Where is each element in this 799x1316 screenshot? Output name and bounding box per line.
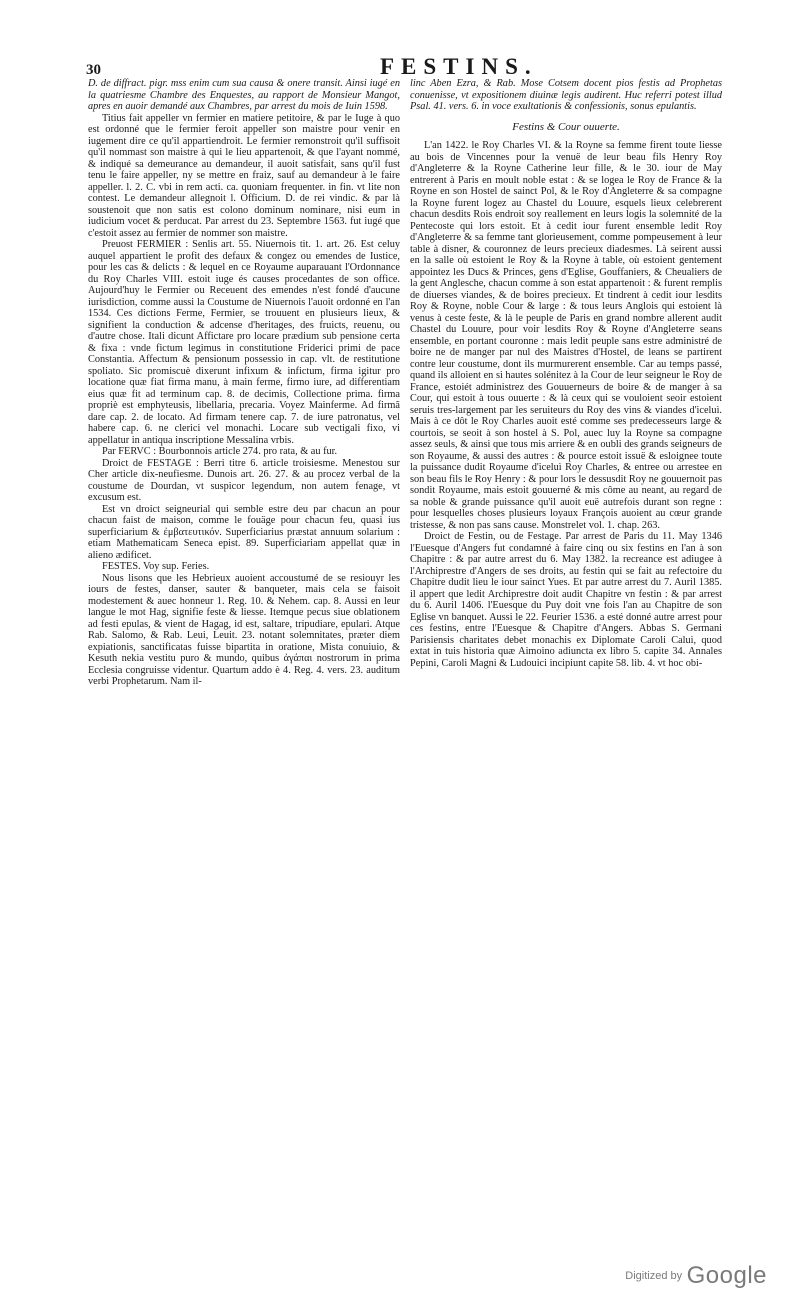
paragraph: Droict de Festin, ou de Festage. Par arrest de Paris du 11. May 1346 l'Euesque d'Angers fut condamné à faire cinq ou six festins en l'an à son Chapitre : & par autre arrest du 6. May 1382. la recreance est adiugee à l'Archiprestre d'Angers de ses droits, au festin qui se fait au refectoire du Chapitre dudit lieu le iour sainct Yues. Et par autre arrest du 7. Auril 1385. il appert que ledit Archiprestre doit audit Chapitre vn festin : & par arrest du 6. Auril 1406. l'Euesque du Puy doit vne fois l'an au Chapitre de son Eglise vn banquet. Aussi le 22. Feurier 1536. a esté donné autre arrest pour ces festins, entre l'Euesque & Chapitre d'Angers. Abbas S. Germani Parisiensis charitates debet monachis ex Diplomate Caroli Calui, quod extat in tuis historia quæ Aimoino adiuncta ex libro 5. capite 34. Annales Pepini, Caroli Magni & Ludouici incipiunt capite 58. lib. 4. vt hoc obi-	[410, 531, 722, 669]
paragraph: linc Aben Ezra, & Rab. Mose Cotsem docent pios festis ad Prophetas conuenisse, vt expositionem diuinæ legis audirent. Huc referri potest illud Psal. 41. vers. 6. in voce exultationis & confessionis, sonus epulantis.	[410, 78, 722, 112]
paragraph: Preuost FERMIER : Senlis art. 55. Niuernois tit. 1. art. 26. Est celuy auquel appartient le profit des defaux & congez ou emendes de Iustice, pour les cas & delicts : & lequel en ce Royaume auparauant l'Ordonnance du Roy Charles VIII. estoit iuge és causes procedantes de son office. Aujourd'huy le Fermier ou Receuent des emendes n'est fondé d'aucune iurisdiction, comme aussi la Coustume de Niuernois l'auoit ordonné en l'an 1534. Ces dictions Ferme, Fermier, se trouuent en plusieurs lieux, & signifient la conduction & adcense d'heritages, des fruicts, reuenu, ou d'autre chose. Itali dicunt Affictare pro locare prædium sub pensione certa & fixa : vnde fictum legimus in constitutione Friderici primi de pace Constantia. Affectum & pensionum possessio in cap. vlt. de restitutione spoliato. Sic promiscuè dixerunt infixum & infictum, firma igitur pro locatione quæ fiat firma manu, à main ferme, firmo iure, ad differentiam eius quæ fit ad terminum cap. 8. de decimis, Collectione prima. firma propriè est emphyteusis, libellaria, precaria. Voyez Mainferme. Ad firmã dare cap. 2. de locato. Ad firmam tenere cap. 7. de iure patronatus, vel habere cap. 6. ne clerici vel monachi. Locare sub vectigali fixo, vi appellatur in antiqua inscriptione Messalina vrbis.	[88, 239, 400, 446]
running-title: FESTINS.	[380, 54, 538, 79]
paragraph: Droict de FESTAGE : Berri titre 6. article troisiesme. Menestou sur Cher article dix-neufiesme. Dunois art. 26. 27. & au procez verbal de la coustume de Dourdan, vt suspicor legendum, non autem fenage, vt excusum est.	[88, 457, 400, 503]
watermark-prefix: Digitized by	[625, 1270, 683, 1282]
paragraph: Par FERVC : Bourbonnois article 274. pro rata, & au fur.	[102, 446, 338, 457]
section-heading: Festins & Cour ouuerte.	[512, 120, 620, 133]
paragraph: Est vn droict seigneurial qui semble estre deu par chacun an pour chacun faist de maison, comme le fouäge pour chacun feu, quasi ius superficiarium & ἐμβατευτικόν. Superficiarius præstat annuum solarium : etiam Mathematicam Seneca epist. 89. Superficiariam appellat quæ in alieno ædificet.	[88, 503, 400, 561]
paragraph: D. de diffract. pigr. mss enim cum sua causa & onere transit. Ainsi iugé en la quatriesme Chambre des Enquestes, au rapport de Monsieur Mangot, apres en auoir demandé aux Chambres, par arrest du mois de Iuin 1598.	[88, 78, 400, 112]
paragraph: FESTES. Voy sup. Feries.	[102, 561, 210, 572]
right-column	[410, 78, 722, 669]
paragraph: Nous lisons que les Hebrieux auoient accoustumé de se resiouyr les iours de festes, danser, sauter & banqueter, mais cela se faisoit modestement & auec honneur 1. Reg. 10. & Nehem. cap. 8. Aussi en leur langue le mot Hag, signifie feste & liesse. Itemque pecus siue oblationem ad festi epulas, & vient de Hagag, id est, saltare, tripudiare, epulari. Atque Rab. Salomo, & Rab. Leui, Leuit. 23. notant solemnitates, præter diem expiationis, sanctificatas fuisse bipartita in oratione, Mista conuiuio, & Kesuth nekia vestitu puro & mundo, quibus ἀγάπαι nostrorum in prima Ecclesia congruisse videntur. Quartum addo è 4. Reg. 4. vers. 23. auditum verbi Prophetarum. Nam il-	[88, 572, 400, 687]
google-logo: Google	[686, 1262, 767, 1289]
paragraph: L'an 1422. le Roy Charles VI. & la Royne sa femme firent toute liesse au bois de Vincennes pour la venuë de leur beau fils Henry Roy d'Angleterre & la Royne Catherine leur fille, & le 30. iour de May entrerent à Paris en moult noble estat : & se logea le Roy de France & la Royne en son Hostel de sainct Pol, & le Roy d'Angleterre & sa compagne la Royne furent logez au Chastel du Louure, esquels lieux celebrerent chacun desdits Rois endroit soy reallement en leurs logis la solemnité de la Pentecoste qui lors estoit. Et à cedit iour furent ensemble ledit Roy d'Angleterre & sa femme tant glorieusement, comme pompeusement à leur table à disner, & couronnez de leurs precieux diadesmes. Là seirent aussi en la salle où estoient le Roy & la Royne à table, où estoient gentement appointez les Ducs & Princes, gens d'Eglise, Gouffaniers, & Cheualiers de la gent Anglesche, chacun comme à son estat appartenoit : & furent remplis de diuerses viandes, & de boires precieux. Et tindrent à cedit iour lesdits Roy & Royne, noble Cour & large : & tous leurs Anglois qui estoient là venus à ceste feste, & là le peuple de Paris en grand nombre allerent audit Chastel du Louure, pour voir lesdits Roy & Royne d'Angleterre seans ensemble, en portant couronne : mais ledit peuple sans estre administré de boire ne de manger par nul des Maistres d'Hostel, de leans se partirent contre leur coustume, dont ils murmurerent ensemble. Car au temps passé, quand ils alloient en si hautes solénitez à la Cour de leur seigneur le Roy de France, estoiét administrez des Gouuerneurs de boire & de manger à sa Cour, qui estoit à tous ouuerte : & là ceux qui se vouloient seoir estoient seruis tres-largement par les seruiteurs du Roy des vins & viandes d'iceluì. Mais à ce dôt le Roy Charles auoit esté comme ses predecesseurs large & courtois, se seoit à son hostel à S. Pol, auec luy la Royne sa compagne assez seuls, & ainsi que tous mis arriere & en oubli des grands seigneurs de son Royaume, & aussi des autres : & pource estoit issuë & esloignee toute la puissance dudit Royaume d'iceluì Roy Charles, & entree ou arrestee en son beau fils le Roy Henry : & pour lors le dessusdit Roy ne gouuernoit pas sondit Royaume, mais estoit gouuerné & mis côme au neant, au regard de sa noble & grande puissance qu'il auoit euë autrefois durant son regne : pour lesquelles choses plusieurs loyaux François auoient au cœur grande tristesse, & non pas sans cause. Monstrelet vol. 1. chap. 263.	[410, 140, 722, 531]
left-column	[88, 78, 400, 688]
page-number: 30	[86, 62, 101, 78]
digitized-watermark	[625, 1262, 767, 1290]
paragraph: Titius fait appeller vn fermier en matiere petitoire, & par le Iuge à quo est ordonné que le fermier feroit appeller son maistre pour venir en iugement dire ce qu'il appartiendroit. Le fermier remonstroit qu'il suffisoit qu'il nommast son maistre à qui le lieu appartenoit, & que l'ayant nommé, & indiqué sa demeurance au demandeur, il auoit satisfait, sans qu'il fust tenu le faire appeller, ny se mettre en fraiz, sauf au demandeur à le faire appeller. l. 2. C. vbi in rem acti. ca. quoniam frequenter. in fin. vt lite non contest. Le demandeur allegnoit l. Officium. D. de rei vindic. & par là soustenoit que non satis est colono dominum nominare, nisi eum in iudicium vocet & perducat. Par arrest du 23. Septembre 1563. fut iugé que c'estoit assez au fermier de nommer son maistre.	[88, 112, 400, 239]
